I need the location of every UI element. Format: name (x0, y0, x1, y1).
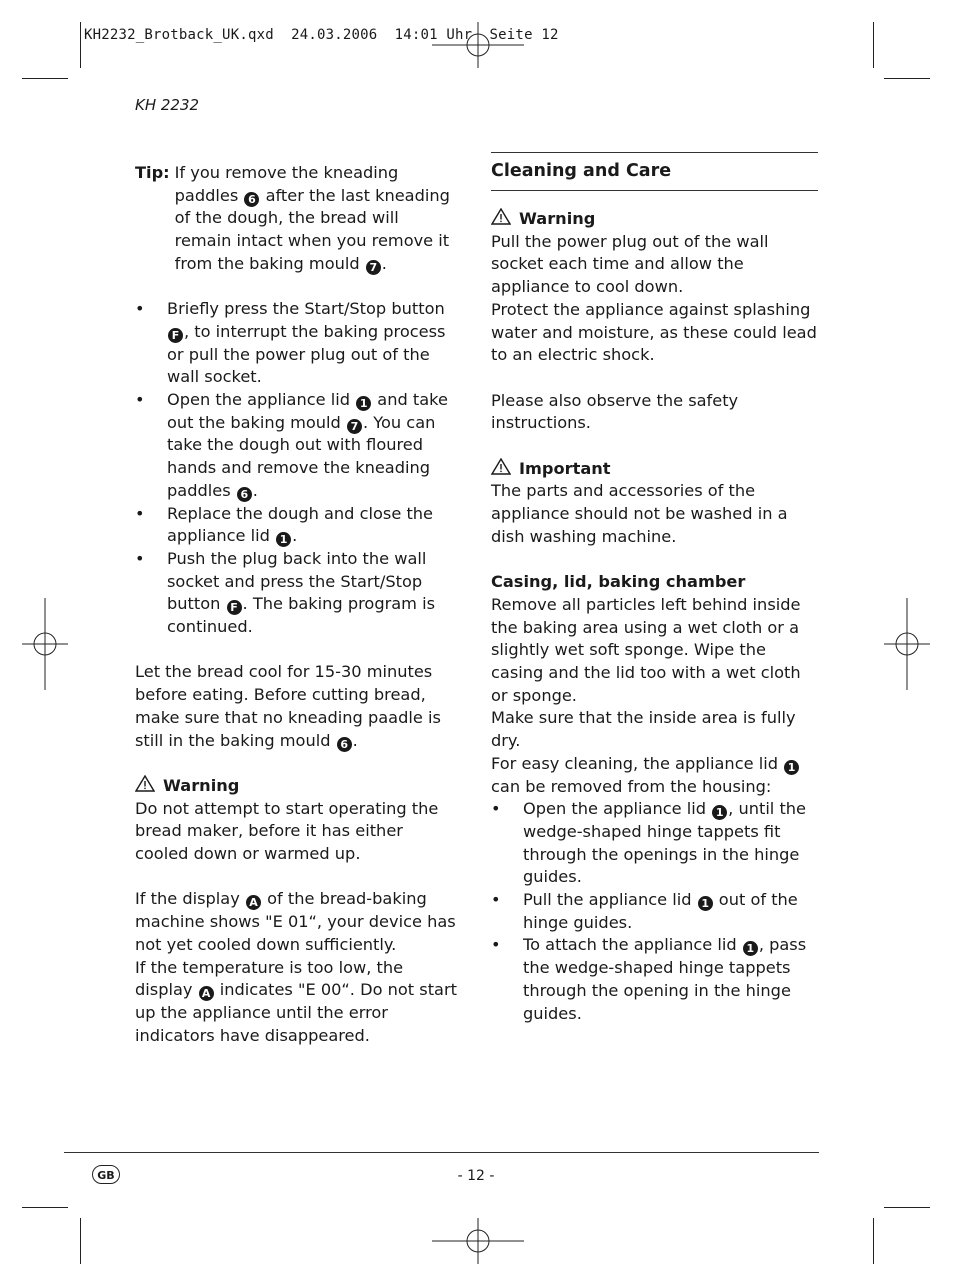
list-item-text: Pull the appliance lid 1 out of the hinge guides. (523, 890, 798, 932)
reference-number-icon: 6 (237, 487, 252, 502)
bullet-marker: • (135, 548, 145, 568)
section-bottom-rule (491, 190, 818, 191)
tip-label: Tip: (135, 163, 170, 182)
reference-number-icon: 1 (743, 941, 758, 956)
warning-title: Warning (163, 775, 240, 795)
page-number: - 12 - (457, 1168, 495, 1184)
tip-text: If you remove the kneading paddles 6 after the last kneading of the dough, the bread will remain intact when you remove it from the baking mould 7 . (174, 163, 450, 274)
list-item-text: Open the appliance lid 1 and take out the baking mould 7 . You can take the dough out with floured hands and remove the kneading paddles 6 . (167, 390, 448, 501)
right-bullet-list (491, 798, 821, 1025)
important-text: The parts and accessories of the appliance should not be washed in a dish washing machine. (491, 481, 788, 546)
reference-number-icon: 6 (337, 737, 352, 752)
list-item (135, 298, 460, 389)
warning-text: Do not attempt to start operating the bread maker, before it has either cooled down or warmed up. (135, 798, 439, 864)
warning-triangle-icon (135, 775, 155, 792)
list-item (135, 548, 460, 639)
warning-triangle-icon (491, 208, 511, 225)
reference-number-icon: F (168, 328, 183, 343)
crop-mark (80, 1218, 81, 1264)
model-number: KH 2232 (135, 96, 200, 114)
crop-mark (22, 78, 68, 79)
warning-heading (491, 208, 821, 231)
crop-mark (884, 1207, 930, 1208)
casing-text: Remove all particles left behind inside the baking area using a wet cloth or a slightly wet soft sponge. Wipe the casing and the lid too with a wet cloth or sponge. (491, 594, 801, 705)
warning-title: Warning (519, 209, 596, 228)
list-item-text: Open the appliance lid 1 , until the wedge-shaped hinge tappets fit through the openings in the hinge guides. (523, 799, 807, 887)
reference-number-icon: A (199, 986, 214, 1001)
crop-mark (22, 1207, 68, 1208)
casing-heading: Casing, lid, baking chamber (491, 572, 746, 592)
list-item-text: Replace the dough and close the appliance lid 1 . (167, 503, 434, 547)
list-item (491, 934, 821, 1025)
warning-heading (135, 775, 460, 798)
dry-text: Make sure that the inside area is fully dry. (491, 708, 796, 751)
bullet-marker: • (491, 799, 501, 819)
crop-mark (873, 1218, 874, 1264)
list-item (491, 889, 821, 934)
safety-note: Please also observe the safety instructions. (491, 390, 739, 433)
country-badge: GB (92, 1165, 120, 1184)
print-slug: KH2232_Brotback_UK.qxd 24.03.2006 14:01 Uhr Seite 12 (84, 27, 559, 43)
bullet-marker: • (135, 390, 145, 410)
reference-number-icon: A (246, 895, 261, 910)
list-item (135, 389, 460, 503)
footer-rule (64, 1152, 819, 1153)
important-heading (491, 458, 821, 481)
bullet-marker: • (135, 299, 145, 319)
reference-number-icon: 7 (347, 419, 362, 434)
display-e00-paragraph: If the temperature is too low, the display A indicates "E 00“. Do not start up the appliance until the error indicators have disappeared. (135, 957, 457, 1045)
list-item (491, 798, 821, 889)
reference-number-icon: 1 (276, 532, 291, 547)
reference-number-icon: 1 (784, 760, 799, 775)
bullet-marker: • (491, 890, 501, 910)
registration-mark-icon (884, 598, 930, 690)
warning-text-moisture: Protect the appliance against splashing water and moisture, as these could lead to an electric shock. (491, 299, 817, 365)
warning-text-power: Pull the power plug out of the wall socket each time and allow the appliance to cool down. (491, 231, 769, 297)
reference-number-icon: 7 (366, 260, 381, 275)
display-e01-paragraph: If the display A of the bread-baking machine shows "E 01“, your device has not yet cooled down sufficiently. (135, 889, 456, 954)
crop-mark (884, 78, 930, 79)
reference-number-icon: 1 (712, 805, 727, 820)
bullet-marker: • (491, 935, 501, 955)
reference-number-icon: F (227, 600, 242, 615)
reference-number-icon: 6 (244, 192, 259, 207)
registration-mark-icon (22, 598, 68, 690)
list-item-text: To attach the appliance lid 1 , pass the wedge-shaped hinge tappets through the opening in the hinge guides. (523, 935, 807, 1023)
crop-mark (873, 22, 874, 68)
registration-mark-icon (432, 1218, 524, 1264)
cool-paragraph: Let the bread cool for 15-30 minutes before eating. Before cutting bread, make sure that no kneading paadle is still in the baking mould 6 . (135, 662, 441, 751)
important-title: Important (519, 458, 611, 478)
reference-number-icon: 1 (356, 396, 371, 411)
list-item-text: Push the plug back into the wall socket and press the Start/Stop button F . The baking program is continued. (167, 548, 436, 637)
left-column (135, 162, 460, 1047)
easy-cleaning-text: For easy cleaning, the appliance lid 1 can be removed from the housing: (491, 753, 821, 798)
section-title: Cleaning and Care (491, 161, 672, 181)
reference-number-icon: 1 (698, 896, 713, 911)
bullet-marker: • (135, 503, 145, 523)
tip (135, 162, 460, 276)
section-top-rule (491, 152, 818, 153)
crop-mark (80, 22, 81, 68)
list-item-text: Briefly press the Start/Stop button F , to interrupt the baking process or pull the power plug out of the wall socket. (167, 299, 446, 387)
right-column (491, 208, 821, 1025)
warning-triangle-icon (491, 458, 511, 475)
left-bullet-list (135, 298, 460, 639)
list-item (135, 503, 460, 548)
